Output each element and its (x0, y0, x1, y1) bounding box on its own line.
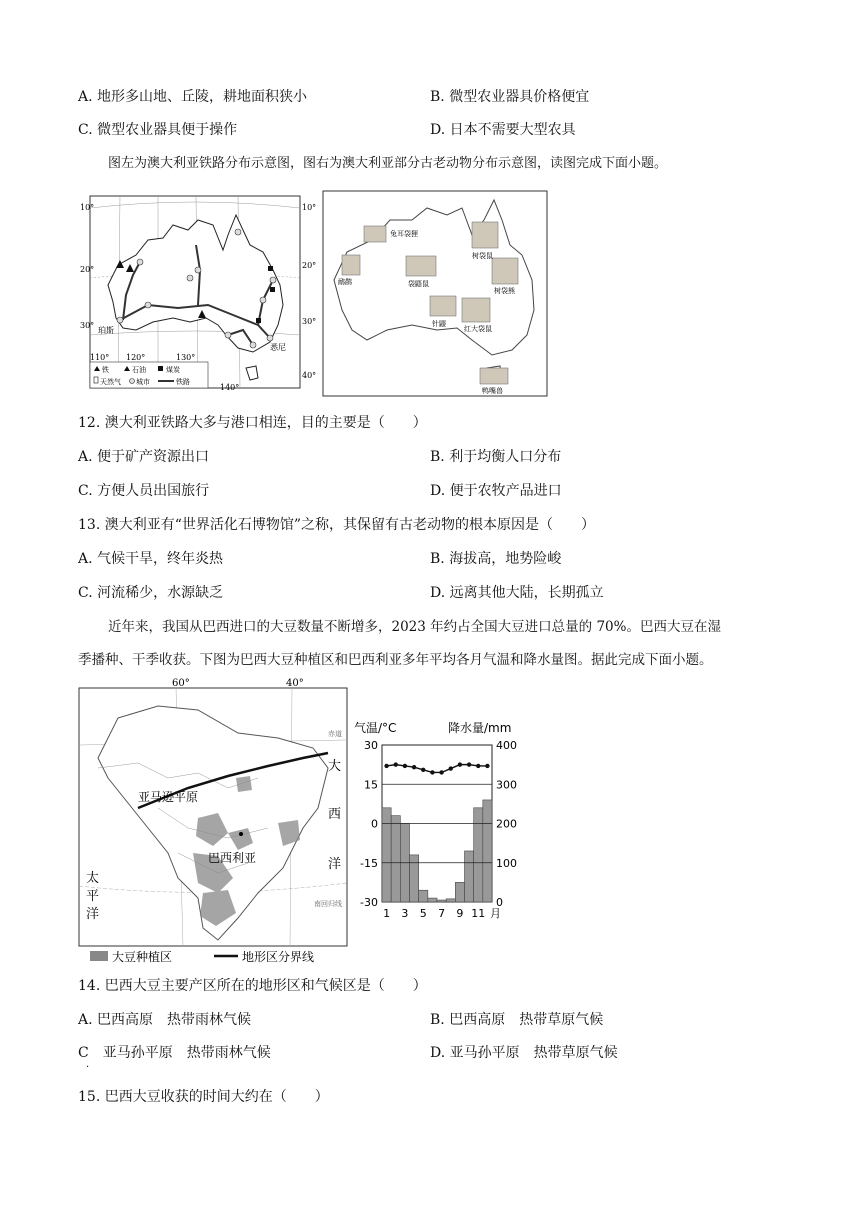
precip-bar (474, 808, 483, 902)
atlantic-label: 大 (328, 759, 342, 774)
precip-bar (428, 898, 437, 902)
precip-bar (410, 855, 419, 902)
q13-stem: 13. 澳大利亚有“世界活化石博物馆”之称，其保留有古老动物的根本原因是（ ） (78, 517, 596, 533)
australia-animals-map (322, 190, 548, 397)
x-tick: 9 (456, 907, 464, 920)
lon-label: 110° (90, 353, 110, 362)
lon-label: 140° (220, 383, 240, 392)
lat-label: 10° (302, 203, 317, 212)
q11-option-c: C. 微型农业器具便于操作 (78, 122, 238, 138)
x-tick: 5 (419, 907, 427, 920)
q11-option-b: B. 微型农业器具价格便宜 (430, 89, 590, 105)
brazil-soybean-map (78, 678, 350, 968)
lat-label: 20° (80, 265, 95, 274)
temperature-point (449, 766, 453, 770)
animal-label: 树袋鼠 (472, 252, 493, 260)
legend-soy: 大豆种植区 (112, 950, 173, 964)
legend-coal: 煤炭 (166, 366, 180, 374)
temperature-point (421, 768, 425, 772)
temperature-point (476, 764, 480, 768)
lat-label: 20° (302, 261, 317, 270)
temperature-point (394, 762, 398, 766)
q13-option-a: A. 气候干旱，终年炎热 (78, 551, 224, 567)
y-right-tick: 0 (496, 896, 503, 909)
y-left-tick: 15 (364, 778, 378, 792)
q14-option-a: A. 巴西高原 热带雨林气候 (78, 1012, 252, 1028)
atlantic-label: 西 (328, 807, 342, 822)
legend-oil: 石油 (132, 366, 146, 374)
temperature-point (403, 764, 407, 768)
pacific-label: 太 (86, 871, 100, 886)
y-left-tick: -15 (360, 856, 378, 870)
precip-bar (465, 851, 474, 902)
q12-stem: 12. 澳大利亚铁路大多与港口相连，目的主要是（ ） (78, 415, 427, 431)
lon-label: 40° (286, 678, 304, 689)
q13-option-c: C. 河流稀少，水源缺乏 (78, 585, 224, 601)
q14-option-d: D. 亚马孙平原 热带草原气候 (430, 1045, 618, 1061)
x-tick: 11 (471, 907, 486, 920)
city-perth: 珀斯 (98, 326, 114, 335)
legend-city: 城市 (136, 378, 150, 386)
legend-iron: 铁 (102, 366, 109, 374)
amazon-label: 亚马逊平原 (138, 790, 199, 804)
animal-label: 针鼹 (432, 320, 446, 328)
lon-label: 60° (172, 678, 190, 689)
x-tick: 3 (401, 907, 409, 920)
q15-stem: 15. 巴西大豆收获的时间大约在（ ） (78, 1089, 329, 1105)
temperature-point (439, 770, 443, 774)
y-right-tick: 400 (496, 739, 517, 752)
precip-bar (437, 900, 446, 902)
lon-label: 120° (126, 353, 146, 362)
y-right-tick: 100 (496, 856, 517, 870)
intro-brazil-line1: 近年来，我国从巴西进口的大豆数量不断增多，2023 年约占全国大豆进口总量的 70%。巴西大豆在湿 (108, 619, 721, 635)
animal-label: 兔耳袋狸 (390, 230, 418, 238)
y-right-tick: 200 (496, 817, 517, 831)
lat-label: 40° (302, 371, 317, 380)
climate-chart (352, 715, 527, 930)
lat-label: 10° (80, 203, 95, 212)
intro-australia: 图左为澳大利亚铁路分布示意图，图右为澳大利亚部分古老动物分布示意图，读图完成下面小题。 (108, 156, 668, 171)
animal-label: 红大袋鼠 (464, 325, 492, 333)
precip-bar (419, 890, 428, 902)
legend-railway: 铁路 (176, 378, 190, 386)
tropic-label: 南回归线 (314, 900, 342, 908)
q12-option-d: D. 便于农牧产品进口 (430, 483, 562, 499)
y-left-tick: -30 (360, 896, 378, 909)
temperature-point (467, 762, 471, 766)
q12-option-a: A. 便于矿产资源出口 (78, 449, 210, 465)
lon-label: 130° (176, 353, 196, 362)
q14-option-b: B. 巴西高原 热带草原气候 (430, 1012, 604, 1028)
y-left-label: 气温/°C (354, 721, 397, 735)
legend-gas: 天然气 (100, 378, 121, 386)
x-tick: 7 (438, 907, 446, 920)
q11-option-a: A. 地形多山地、丘陵，耕地面积狭小 (78, 89, 308, 105)
precip-bar (446, 899, 455, 902)
temperature-point (458, 762, 462, 766)
city-sydney: 悉尼 (270, 343, 286, 352)
q13-option-b: B. 海拔高，地势险峻 (430, 551, 562, 567)
temperature-point (384, 764, 388, 768)
precip-bar (455, 882, 464, 902)
q14-option-c: C 亚马孙平原 热带雨林气候 (78, 1045, 271, 1061)
intro-brazil-line2: 季播种、干季收获。下图为巴西大豆种植区和巴西利亚多年平均各月气温和降水量图。据此完成下面小题。 (78, 652, 713, 668)
precip-bar (382, 808, 391, 902)
equator-label: 赤道 (328, 730, 342, 738)
temperature-point (485, 764, 489, 768)
lat-label: 30° (302, 317, 317, 326)
legend-boundary: 地形区分界线 (242, 950, 315, 964)
animal-label: 袋鼯鼠 (408, 280, 429, 288)
animal-label: 鸸鹋 (338, 278, 352, 286)
y-right-label: 降水量/mm (448, 721, 512, 735)
animal-label: 树袋熊 (494, 287, 515, 295)
atlantic-label: 洋 (328, 857, 342, 872)
precip-bar (391, 816, 400, 902)
animal-label: 鸭嘴兽 (482, 387, 503, 395)
q11-option-d: D. 日本不需要大型农具 (430, 122, 576, 138)
x-tick: 1 (383, 907, 391, 920)
pacific-label: 平 (86, 889, 100, 904)
x-axis-label: 月 (490, 907, 501, 920)
pacific-label: 洋 (86, 907, 100, 922)
lat-label: 30° (80, 321, 95, 330)
q14-stem: 14. 巴西大豆主要产区所在的地形区和气候区是（ ） (78, 978, 427, 994)
temperature-point (430, 770, 434, 774)
stray-dot: · (86, 1062, 90, 1073)
precip-bar (483, 800, 492, 902)
y-left-tick: 0 (371, 817, 378, 831)
q12-option-c: C. 方便人员出国旅行 (78, 483, 210, 499)
temperature-point (412, 765, 416, 769)
australia-railway-map (78, 190, 317, 397)
q12-option-b: B. 利于均衡人口分布 (430, 449, 562, 465)
y-left-tick: 30 (364, 739, 378, 752)
q13-option-d: D. 远离其他大陆，长期孤立 (430, 585, 604, 601)
brasilia-label: 巴西利亚 (208, 851, 257, 865)
y-right-tick: 300 (496, 778, 517, 792)
